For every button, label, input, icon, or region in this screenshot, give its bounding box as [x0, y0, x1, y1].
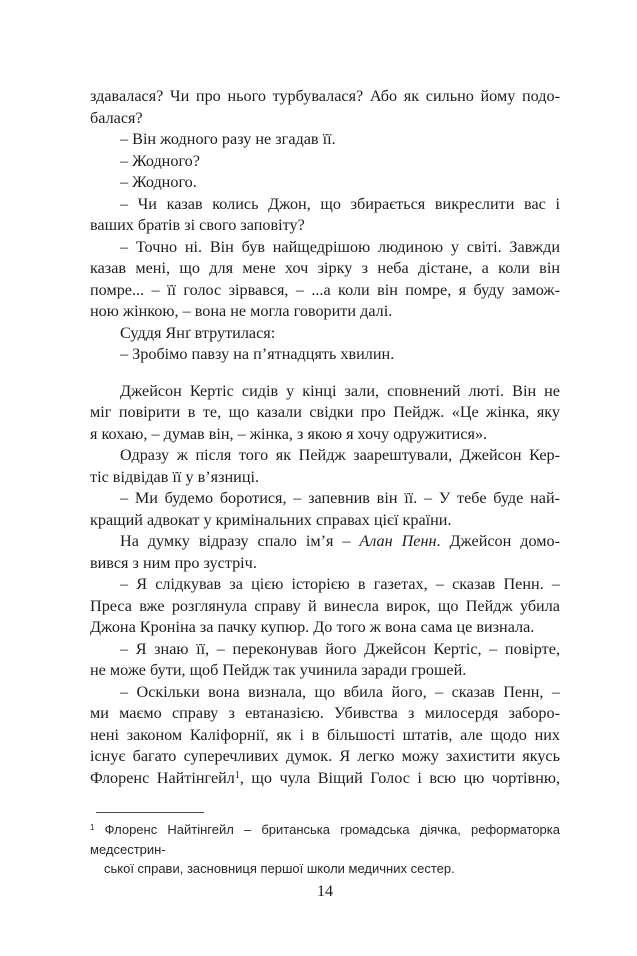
paragraph — [90, 381, 560, 446]
text-run: – Точно ні. Він був найщедрішою людиною у світі. Завжди — [120, 237, 560, 256]
text-run: – Зробімо павзу на п’ятнадцять хвилин. — [120, 345, 395, 363]
text-line — [90, 660, 560, 682]
text-run: , що чула Віщий Голос і всю цю чортівню, — [239, 768, 561, 787]
text-line — [90, 151, 560, 173]
paragraph — [90, 86, 560, 129]
paragraph — [90, 488, 560, 531]
text-run: . Джейсон домо- — [436, 532, 560, 550]
text-run: Джона Кроніна за пачку купюр. До того ж вона сама це визнала. — [90, 618, 535, 636]
text-run: Одразу ж після того як Пейдж заарештували, Джейсон Кер- — [120, 446, 560, 464]
paragraph — [90, 574, 560, 639]
paragraph — [90, 172, 560, 194]
text-run: Преса вже розглянула справу й винесла вирок, що Пейдж убила — [90, 596, 560, 615]
text-line — [90, 617, 560, 639]
footnote-lines — [90, 820, 560, 879]
text-run: міг повірити в те, що казали свідки про Пейдж. «Це жінка, яку — [90, 403, 560, 421]
paragraph — [90, 639, 560, 682]
text-run: – Я знаю її, – переконував його Джейсон Кертіс, – повірте, — [120, 639, 560, 658]
footnote-marker: 1 — [234, 769, 240, 781]
text-run: ною жінкою, – вона не могла говорити далі. — [90, 302, 393, 320]
paragraph — [90, 151, 560, 173]
text-line — [90, 682, 560, 704]
text-line — [90, 86, 560, 108]
text-line — [90, 510, 560, 532]
text-run: нені законом Каліфорнії, як і в більшості штатів, але щодо них — [90, 725, 560, 744]
text-line — [90, 467, 560, 489]
text-line — [90, 531, 560, 553]
text-line — [90, 194, 560, 216]
text-line — [90, 445, 560, 467]
text-run: існує багато суперечливих думок. Я легко можу захистити якусь — [90, 747, 560, 765]
paragraph — [90, 682, 560, 790]
text-run: – Жодного? — [120, 151, 200, 170]
text-line — [90, 172, 560, 194]
text-line — [90, 768, 560, 790]
text-line — [90, 323, 560, 345]
text-run: – Жодного. — [120, 173, 197, 191]
text-line — [90, 820, 560, 859]
text-run: кращий адвокат у кримінальних справах цієї країни. — [90, 510, 452, 529]
text-run: балася? — [90, 108, 143, 127]
paragraph — [90, 237, 560, 323]
footnote-marker: 1 — [90, 822, 95, 832]
text-run: тіс відвідав її у в’язниці. — [90, 467, 260, 486]
text-run: вився з ним про зустріч. — [90, 553, 257, 572]
text-run: ської справи, засновниця першої школи медичних сестер. — [104, 861, 455, 876]
text-line — [90, 488, 560, 510]
text-run: ми маємо справу з евтаназією. Убивства з милосердя заборо- — [90, 704, 560, 722]
text-line — [90, 859, 560, 879]
text-run: казав мені, що для мене хоч зірку з неба дістане, а коли він — [90, 259, 560, 277]
text-run: Флоренс Найтінгейл – британська громадська діячка, реформаторка медсестрин- — [90, 822, 560, 857]
text-line — [90, 596, 560, 618]
text-run: ваших братів зі свого заповіту? — [90, 216, 305, 234]
text-line — [90, 746, 560, 768]
text-line — [90, 553, 560, 575]
text-line — [90, 258, 560, 280]
text-run: Суддя Янґ втрутилася: — [120, 323, 276, 342]
paragraph — [90, 344, 560, 366]
text-line — [90, 402, 560, 424]
text-line — [90, 301, 560, 323]
text-line — [90, 574, 560, 596]
text-run: я кохаю, – думав він, – жінка, з якою я хочу одружитися». — [90, 424, 488, 443]
text-run: Джейсон Кертіс сидів у кінці зали, сповнений люті. Він не — [120, 381, 560, 400]
paragraph — [90, 445, 560, 488]
text-line — [90, 280, 560, 302]
paragraph — [90, 531, 560, 574]
text-run: – Оскільки вона визнала, що вбила його, – сказав Пенн, – — [120, 682, 560, 701]
text-run: – Чи казав колись Джон, що збирається викреслити вас і — [120, 194, 560, 213]
text-line — [90, 344, 560, 366]
text-line — [90, 639, 560, 661]
footnote-block — [90, 812, 560, 879]
page-number: 14 — [317, 883, 333, 900]
text-line — [90, 129, 560, 151]
paragraph — [90, 323, 560, 345]
text-run: – Ми будемо боротися, – запевнив він її. – У тебе буде най- — [120, 489, 560, 507]
paragraph — [90, 194, 560, 237]
text-run: Флоренс Найтінгейл — [90, 768, 235, 787]
text-run: – Він жодного разу не згадав її. — [120, 130, 336, 148]
text-line — [90, 424, 560, 446]
text-line — [90, 108, 560, 130]
text-run: – Я слідкував за цією історією в газетах, – сказав Пенн. – — [120, 575, 560, 593]
text-run: здавалася? Чи про нього турбувалася? Або як сильно йому подо- — [90, 87, 560, 105]
text-run: не може бути, щоб Пейдж так учинила заради грошей. — [90, 661, 467, 679]
text-line — [90, 703, 560, 725]
text-block — [90, 86, 560, 789]
text-run: помре... – її голос зірвався, – ...а коли він помре, я буду замож- — [90, 280, 560, 299]
text-line — [90, 381, 560, 403]
text-line — [90, 215, 560, 237]
text-line — [90, 725, 560, 747]
footnote-divider — [96, 812, 204, 813]
text-run: На думку відразу спало ім’я – — [120, 532, 360, 550]
text-line — [90, 237, 560, 259]
italic-text: Алан Пенн — [359, 532, 437, 550]
paragraph — [90, 129, 560, 151]
